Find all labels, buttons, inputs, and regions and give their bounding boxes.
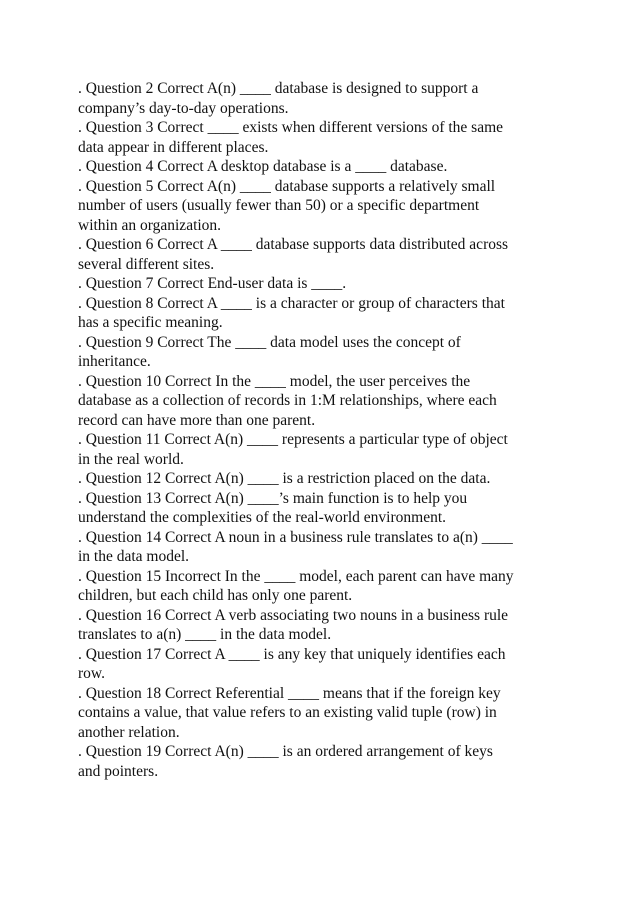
text-line: . Question 3 Correct ____ exists when different versions of the same <box>78 119 504 136</box>
text-line: . Question 7 Correct End-user data is ____. <box>78 275 347 292</box>
text-line: . Question 4 Correct A desktop database is a ____ database. <box>78 158 448 175</box>
text-line: row. <box>78 665 105 682</box>
text-line: has a specific meaning. <box>78 314 223 331</box>
text-line: . Question 13 Correct A(n) ____’s main function is to help you <box>78 489 468 507</box>
text-line: company’s day-to-day operations. <box>78 99 289 117</box>
text-line: record can have more than one parent. <box>78 411 316 429</box>
text-line: . Question 18 Correct Referential ____ means that if the foreign key <box>78 684 501 702</box>
text-line: inheritance. <box>78 353 151 370</box>
text-line: another relation. <box>78 723 180 741</box>
text-line: . Question 6 Correct A ____ database supports data distributed across <box>78 236 509 253</box>
text-line: . Question 14 Correct A noun in a business rule translates to a(n) ____ <box>78 528 513 546</box>
text-line: . Question 17 Correct A ____ is any key that uniquely identifies each <box>78 645 506 663</box>
text-line: within an organization. <box>78 216 222 234</box>
text-line: data appear in different places. <box>78 138 269 156</box>
text-line: in the real world. <box>78 450 184 468</box>
text-line: translates to a(n) ____ in the data model. <box>78 626 332 643</box>
text-line: . Question 16 Correct A verb associating two nouns in a business rule <box>78 606 509 624</box>
text-line: . Question 2 Correct A(n) ____ database is designed to support a <box>78 80 479 97</box>
text-line: . Question 19 Correct A(n) ____ is an ordered arrangement of keys <box>78 743 493 760</box>
text-line: several different sites. <box>78 255 215 273</box>
text-line: understand the complexities of the real-world environment. <box>78 509 447 526</box>
text-line: . Question 10 Correct In the ____ model, the user perceives the <box>78 372 471 390</box>
text-line: in the data model. <box>78 548 190 565</box>
text-line: . Question 5 Correct A(n) ____ database supports a relatively small <box>78 177 496 195</box>
document-body <box>78 79 578 781</box>
text-line: database as a collection of records in 1:M relationships, where each <box>78 392 497 409</box>
text-line: . Question 9 Correct The ____ data model uses the concept of <box>78 333 461 351</box>
text-line: and pointers. <box>78 762 159 780</box>
text-line: . Question 8 Correct A ____ is a character or group of characters that <box>78 294 505 312</box>
text-line: . Question 12 Correct A(n) ____ is a restriction placed on the data. <box>78 470 491 487</box>
text-line: children, but each child has only one parent. <box>78 587 353 604</box>
text-line: number of users (usually fewer than 50) or a specific department <box>78 197 480 214</box>
text-line: . Question 15 Incorrect In the ____ model, each parent can have many <box>78 567 514 585</box>
text-line: . Question 11 Correct A(n) ____ represents a particular type of object <box>78 431 508 448</box>
text-line: contains a value, that value refers to an existing valid tuple (row) in <box>78 704 497 721</box>
